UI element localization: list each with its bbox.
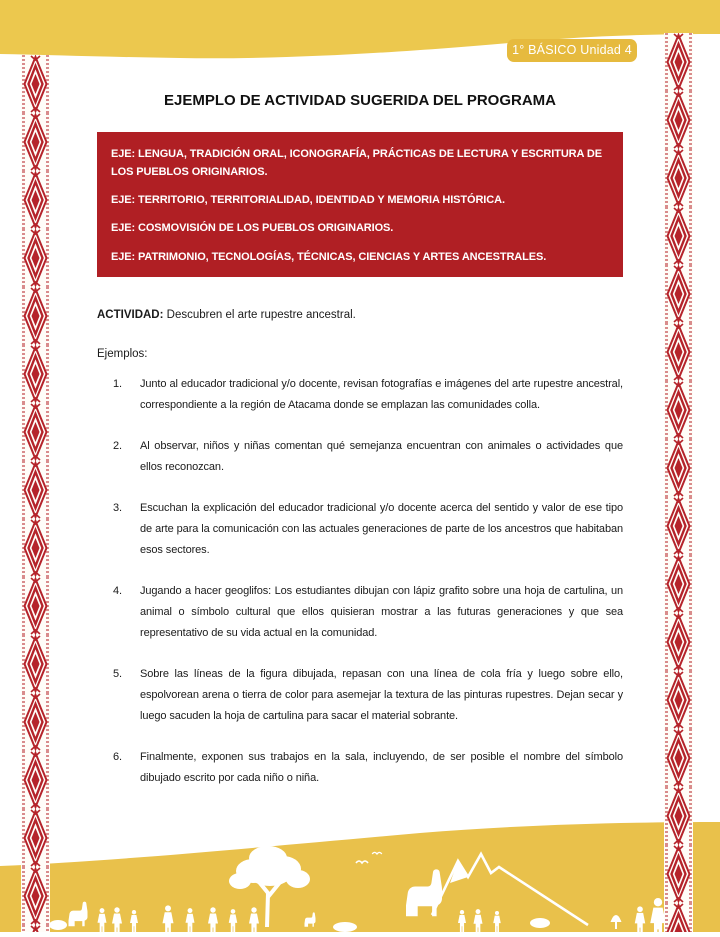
eje-item: EJE: COSMOVISIÓN DE LOS PUEBLOS ORIGINARIOS. — [111, 222, 394, 235]
list-item-text: Finalmente, exponen sus trabajos en la sala, incluyendo, de ser posible el nombre del símbolo dibujado escrito por cada niño o niña. — [140, 750, 623, 784]
list-item-number: 6. — [113, 750, 122, 763]
list-item — [113, 436, 623, 478]
list-item-text: Jugando a hacer geoglifos: Los estudiantes dibujan con lápiz grafito sobre una hoja de cartulina, un animal o símbolo cultural que ellos quisieran mostrar a las futuras generaciones y que sea representativo de su vida actual en la comunidad. — [140, 584, 623, 639]
list-item-number: 4. — [113, 584, 122, 597]
list-item — [113, 581, 623, 644]
eje-item: EJE: PATRIMONIO, TECNOLOGÍAS, TÉCNICAS, CIENCIAS Y ARTES ANCESTRALES. — [111, 250, 547, 263]
activity-line — [97, 307, 623, 324]
activity-text: Descubren el arte rupestre ancestral. — [163, 308, 356, 321]
eje-item: EJE: TERRITORIO, TERRITORIALIDAD, IDENTIDAD Y MEMORIA HISTÓRICA. — [111, 194, 505, 207]
list-item-number: 3. — [113, 501, 122, 514]
examples-list — [97, 374, 623, 789]
list-item-number: 5. — [113, 667, 122, 680]
document-body — [97, 86, 623, 809]
textile-border-left — [21, 55, 50, 932]
eje-item: EJE: LENGUA, TRADICIÓN ORAL, ICONOGRAFÍA, PRÁCTICAS DE LECTURA Y ESCRITURA DE LOS PUEBLOS ORIGINARIOS. — [111, 148, 602, 179]
list-item — [113, 374, 623, 416]
list-item-text: Sobre las líneas de la figura dibujada, repasan con una línea de cola fría y luego sobre ello, espolvorean arena o tierra de color para asemejar la textura de las pinturas rupestres. Dejan secar y luego sacuden la hoja de cartulina para sacar el material sobrante. — [140, 667, 623, 722]
eje-red-box — [97, 132, 623, 277]
landscape-silhouette-graphic — [0, 817, 720, 932]
list-item-text: Escuchan la explicación del educador tradicional y/o docente acerca del sentido y valor de ese tipo de arte para la comunicación con las actuales generaciones de parte de los ancestros que habitaban esos sectores. — [140, 501, 623, 556]
page-title: EJEMPLO DE ACTIVIDAD SUGERIDA DEL PROGRAMA — [164, 92, 556, 109]
list-item-number: 2. — [113, 439, 122, 452]
list-item-text: Junto al educador tradicional y/o docente, revisan fotografías e imágenes del arte rupestre ancestral, correspondiente a la región de Atacama donde se emplazan las comunidades colla. — [140, 377, 623, 411]
footer-illustration — [0, 817, 720, 932]
activity-label: ACTIVIDAD: — [97, 308, 164, 321]
textile-pattern-icon — [21, 55, 50, 932]
textile-border-right — [664, 33, 693, 932]
unit-badge: 1° BÁSICO Unidad 4 — [507, 39, 637, 62]
examples-heading: Ejemplos: — [97, 347, 148, 360]
list-item-text: Al observar, niños y niñas comentan qué semejanza encuentran con animales o actividades que ellos reconozcan. — [140, 439, 623, 473]
list-item — [113, 747, 623, 789]
list-item-number: 1. — [113, 377, 122, 390]
list-item — [113, 498, 623, 561]
textile-pattern-icon — [664, 33, 693, 932]
list-item — [113, 664, 623, 727]
